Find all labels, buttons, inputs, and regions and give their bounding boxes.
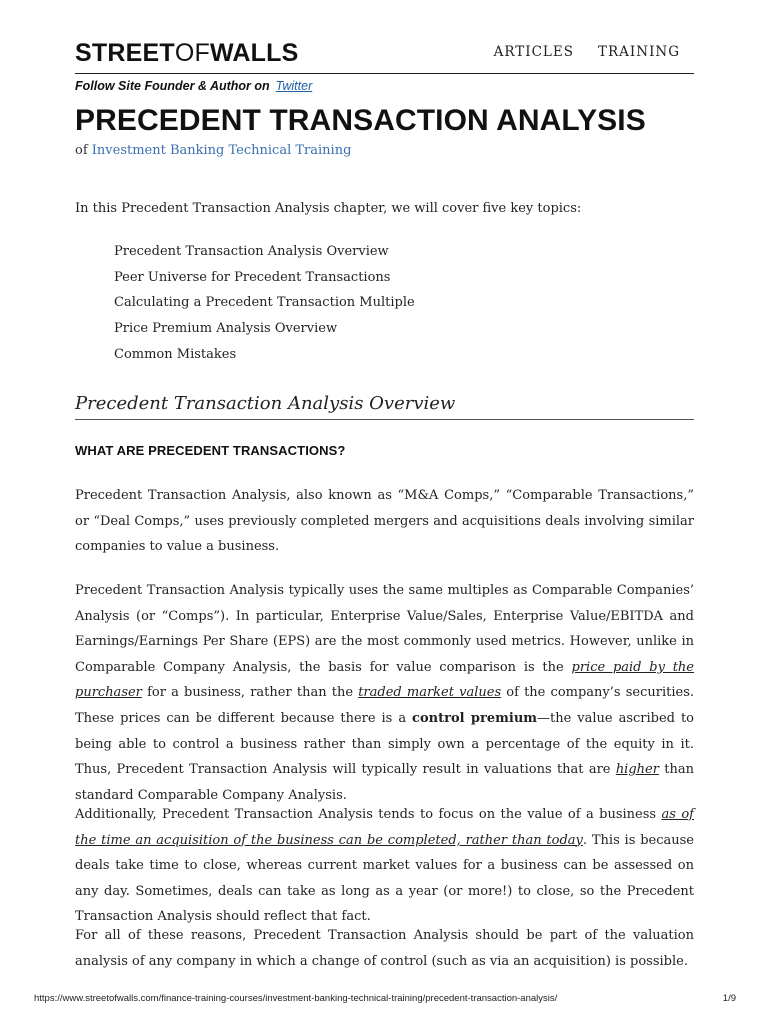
follow-text: Follow Site Founder & Author on: [75, 79, 270, 93]
subheading: WHAT ARE PRECEDENT TRANSACTIONS?: [75, 443, 346, 458]
follow-line: [75, 79, 312, 93]
topic-item: Calculating a Precedent Transaction Multiple: [114, 295, 415, 311]
nav-articles[interactable]: ARTICLES: [493, 44, 574, 60]
paragraph-2: [75, 578, 694, 808]
p2-emphasis-traded: traded market values: [358, 685, 502, 701]
logo-street: STREET: [75, 39, 175, 67]
topic-list: [114, 244, 415, 372]
p2-text: than standard Comparable Company Analysis.: [75, 762, 694, 803]
top-bar: [75, 38, 694, 72]
topic-item: Peer Universe for Precedent Transactions: [114, 269, 391, 285]
twitter-link[interactable]: Twitter: [275, 79, 313, 93]
topic-item: Common Mistakes: [114, 346, 237, 362]
nav-training[interactable]: TRAINING: [598, 44, 680, 60]
paragraph-3: [75, 802, 694, 930]
top-nav: [470, 44, 680, 60]
logo-of: OF: [174, 39, 210, 67]
p2-text: —the value ascribed to being able to control a business rather than simply own a percentage of the equity in it. Thus, Precedent Transaction Analysis will typically result in valuations that are: [75, 710, 695, 778]
intro-text: In this Precedent Transaction Analysis chapter, we will cover five key topics:: [75, 201, 582, 216]
p3-emphasis: as of the time an acquisition of the business can be completed, rather than today: [75, 807, 694, 848]
p2-text: for a business, rather than the: [141, 685, 359, 701]
logo-walls: WALLS: [209, 39, 299, 67]
p2-bold-control-premium: control premium: [412, 710, 538, 726]
topic-item: Precedent Transaction Analysis Overview: [114, 244, 389, 259]
p2-emphasis-price: price paid by the purchaser: [75, 659, 694, 701]
paragraph-4: For all of these reasons, Precedent Transaction Analysis should be part of the valuation analysis of any company in which a change of control (such as via an acquisition) is possible.: [75, 928, 694, 969]
header-divider: [75, 73, 694, 74]
footer-url: https://www.streetofwalls.com/finance-training-courses/investment-banking-technical-training/precedent-transaction-analysis/: [34, 993, 558, 1004]
p2-emphasis-higher: higher: [615, 762, 659, 778]
topic-item: Price Premium Analysis Overview: [114, 321, 338, 337]
course-link[interactable]: Investment Banking Technical Training: [91, 143, 352, 158]
p2-text: of the company’s securities. These prices can be different because there is a: [75, 685, 694, 726]
site-logo[interactable]: [75, 38, 298, 68]
section-heading: Precedent Transaction Analysis Overview: [75, 393, 456, 414]
page-title: PRECEDENT TRANSACTION ANALYSIS: [75, 104, 646, 137]
page-number: 1/9: [722, 993, 736, 1004]
section-divider: [75, 419, 694, 420]
p3-text: Additionally, Precedent Transaction Analysis tends to focus on the value of a business: [75, 807, 662, 822]
p2-text: Precedent Transaction Analysis typically uses the same multiples as Comparable Companies’ Analysis (or “Comps”). In particular, Enterprise Value/Sales, Enterprise Value/EBITDA and Earnings/Earnings Per Share (EPS) are the most commonly used metrics. However, unlike in Comparable Company Analysis, the basis for value comparison is the: [75, 583, 694, 675]
print-footer: [34, 993, 736, 1004]
page-subtitle: [75, 143, 351, 158]
subtitle-prefix: of: [75, 143, 88, 158]
p3-text: . This is because deals take time to close, whereas current market values for a business can be assessed on any day. Sometimes, deals can take as long as a year (or more!) to close, so the Precedent Transaction Analysis should reflect that fact.: [75, 832, 694, 925]
paragraph-1: Precedent Transaction Analysis, also known as “M&A Comps,” “Comparable Transactions,” or “Deal Comps,” uses previously completed mergers and acquisitions deals involving similar companies to value a business.: [75, 488, 694, 555]
